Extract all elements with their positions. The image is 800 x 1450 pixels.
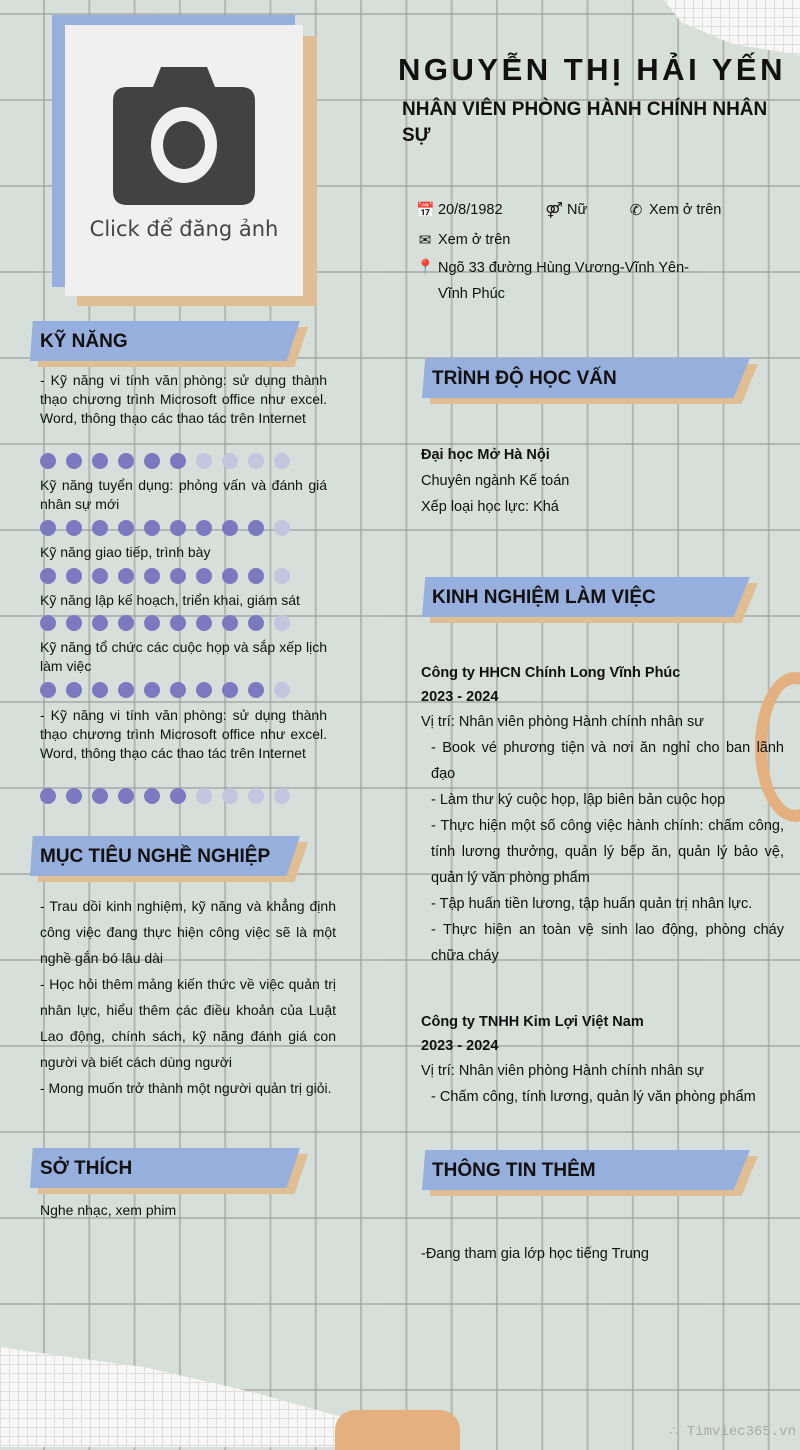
rating-dot-filled xyxy=(92,453,108,469)
rating-dot-filled xyxy=(118,788,134,804)
skill-label: Kỹ năng tổ chức các cuộc họp và sắp xếp lịch làm việc xyxy=(40,639,327,674)
objective-text xyxy=(40,893,336,1101)
rating-dot-empty xyxy=(274,788,290,804)
photo-upload[interactable] xyxy=(65,25,303,296)
section-header-objective: MỤC TIÊU NGHỀ NGHIỆP xyxy=(30,836,300,876)
rating-dot-empty xyxy=(248,453,264,469)
rating-dot-filled xyxy=(92,788,108,804)
rating-dot-empty xyxy=(222,788,238,804)
job-title: NHÂN VIÊN PHÒNG HÀNH CHÍNH NHÂN SỰ xyxy=(402,99,768,146)
skill-label: Kỹ năng giao tiếp, trình bày xyxy=(40,544,211,560)
rating-dot-filled xyxy=(222,682,238,698)
paper-corner-decoration xyxy=(630,0,800,55)
skill-label: - Kỹ năng vi tính văn phòng: sử dụng thành thạo chương trình Microsoft office như excel. Word, thông thạo các thao tác trên Internet xyxy=(40,707,327,761)
rating-dot-empty xyxy=(274,520,290,536)
map-pin-icon: 📍 xyxy=(416,259,435,276)
objective-line: - Mong muốn trở thành một người quản trị giỏi. xyxy=(40,1080,332,1096)
gender-icon: ⚤ xyxy=(545,202,563,219)
rating-dot-empty xyxy=(274,615,290,631)
rating-dot-filled xyxy=(40,788,56,804)
major: Chuyên ngành Kế toán xyxy=(421,473,570,489)
gender: ⚤ Nữ xyxy=(545,202,588,219)
skill-rating xyxy=(40,520,290,536)
rating-dot-filled xyxy=(222,615,238,631)
job-position: Vị trí: Nhân viên phòng Hành chính nhân sư xyxy=(421,714,704,730)
rating-dot-filled xyxy=(66,682,82,698)
rating-dot-filled xyxy=(118,520,134,536)
rating-dot-filled xyxy=(66,520,82,536)
rating-dot-filled xyxy=(222,568,238,584)
birthday: 📅 20/8/1982 xyxy=(416,202,503,219)
rating-dot-filled xyxy=(248,615,264,631)
skill-rating xyxy=(40,453,290,469)
section-header-education: TRÌNH ĐỘ HỌC VẤN xyxy=(422,358,750,398)
rating-dot-filled xyxy=(118,568,134,584)
rating-dot-empty xyxy=(248,788,264,804)
skill-label: Kỹ năng lập kế hoạch, triển khai, giám sát xyxy=(40,592,300,608)
rating-dot-filled xyxy=(66,788,82,804)
extra-info-text: -Đang tham gia lớp học tiếng Trung xyxy=(421,1246,649,1262)
rating-dot-filled xyxy=(170,682,186,698)
section-header-experience: KINH NGHIỆM LÀM VIỆC xyxy=(422,577,750,617)
rating-dot-filled xyxy=(118,682,134,698)
decorative-shape xyxy=(335,1410,460,1450)
rating-dot-filled xyxy=(196,520,212,536)
rating-dot-empty xyxy=(196,788,212,804)
watermark: ∴ Timviec365.vn xyxy=(669,1424,796,1440)
rating-dot-filled xyxy=(92,568,108,584)
rating-dot-filled xyxy=(92,520,108,536)
rating-dot-filled xyxy=(66,615,82,631)
email: ✉ Xem ở trên xyxy=(416,231,510,249)
rating-dot-empty xyxy=(222,453,238,469)
rating-dot-filled xyxy=(40,453,56,469)
education-details xyxy=(421,442,784,520)
rating-dot-filled xyxy=(118,615,134,631)
rating-dot-filled xyxy=(144,520,160,536)
job-task: - Tập huấn tiền lương, tập huấn quản trị nhân lực. xyxy=(431,896,753,912)
rating-dot-empty xyxy=(274,568,290,584)
section-header-skills: KỸ NĂNG xyxy=(30,321,300,361)
job-position: Vị trí: Nhân viên phòng Hành chính nhân sự xyxy=(421,1063,704,1079)
skill-rating xyxy=(40,788,290,804)
skill-rating xyxy=(40,615,290,631)
phone: ✆ Xem ở trên xyxy=(627,201,721,219)
objective-line: - Học hỏi thêm mảng kiến thức về việc quản trị nhân lực, hiểu thêm các điều khoản của Luật Lao động, chính sách, kỹ năng đánh giá con người và biết cách dùng người xyxy=(40,976,336,1070)
hobbies-text: Nghe nhạc, xem phim xyxy=(40,1202,177,1218)
rating-dot-filled xyxy=(144,453,160,469)
skill-label: Kỹ năng tuyển dụng: phỏng vấn và đánh giá nhân sự mới xyxy=(40,477,327,512)
rating-dot-filled xyxy=(40,682,56,698)
rating-dot-filled xyxy=(196,568,212,584)
rating-dot-empty xyxy=(274,682,290,698)
rating-dot-empty xyxy=(196,453,212,469)
calendar-icon: 📅 xyxy=(416,202,435,219)
rating-dot-filled xyxy=(248,568,264,584)
address: 📍 Ngõ 33 đường Hùng Vương-Vĩnh Yên-Vĩnh Phúc xyxy=(416,255,706,307)
rating-dot-filled xyxy=(40,615,56,631)
rating-dot-filled xyxy=(170,568,186,584)
rating-dot-filled xyxy=(170,453,186,469)
phone-icon: ✆ xyxy=(629,202,643,219)
objective-line: - Trau dồi kinh nghiệm, kỹ năng và khẳng định công việc đang thực hiện công việc sẽ là một nghề gắn bó lâu dài xyxy=(40,898,336,966)
rating-dot-filled xyxy=(144,568,160,584)
job-entry xyxy=(421,1010,784,1110)
upload-photo-label: Click để đăng ảnh xyxy=(89,217,279,241)
rating-dot-filled xyxy=(144,788,160,804)
rating-dot-empty xyxy=(274,453,290,469)
skill-label: - Kỹ năng vi tính văn phòng: sử dụng thành thạo chương trình Microsoft office như excel. Word, thông thạo các thao tác trên Internet xyxy=(40,372,327,426)
rating-dot-filled xyxy=(170,520,186,536)
school-name: Đại học Mở Hà Nội xyxy=(421,447,550,463)
rating-dot-filled xyxy=(40,568,56,584)
paper-corner-decoration xyxy=(0,1347,360,1447)
rating-dot-filled xyxy=(248,520,264,536)
job-task: - Book vé phương tiện và nơi ăn nghỉ cho ban lãnh đạo xyxy=(431,740,784,782)
rating-dot-filled xyxy=(196,682,212,698)
job-period: 2023 - 2024 xyxy=(421,689,499,705)
grade: Xếp loại học lực: Khá xyxy=(421,499,559,515)
rating-dot-filled xyxy=(144,682,160,698)
skill-rating xyxy=(40,682,290,698)
job-entry xyxy=(421,661,784,969)
rating-dot-filled xyxy=(170,615,186,631)
section-header-hobbies: SỞ THÍCH xyxy=(30,1148,300,1188)
rating-dot-filled xyxy=(248,682,264,698)
job-task: - Thực hiện an toàn vệ sinh lao động, phòng cháy chữa cháy xyxy=(431,922,784,964)
camera-icon xyxy=(113,65,255,205)
job-task: - Chấm công, tính lương, quản lý văn phòng phẩm xyxy=(431,1089,756,1105)
rating-dot-filled xyxy=(118,453,134,469)
rating-dot-filled xyxy=(92,615,108,631)
company-name: Công ty HHCN Chính Long Vĩnh Phúc xyxy=(421,665,681,681)
rating-dot-filled xyxy=(92,682,108,698)
rating-dot-filled xyxy=(66,453,82,469)
envelope-icon: ✉ xyxy=(418,232,432,249)
rating-dot-filled xyxy=(40,520,56,536)
candidate-name: NGUYỄN THỊ HẢI YẾN xyxy=(398,52,786,87)
job-task: - Làm thư ký cuộc họp, lập biên bản cuộc họp xyxy=(431,792,726,808)
company-name: Công ty TNHH Kim Lợi Việt Nam xyxy=(421,1014,644,1030)
rating-dot-filled xyxy=(144,615,160,631)
rating-dot-filled xyxy=(170,788,186,804)
rating-dot-filled xyxy=(66,568,82,584)
job-task: - Thực hiện một số công việc hành chính: chấm công, tính lương thưởng, quản lý bếp ăn, quản lý bảo vệ, quản lý văn phòng phẩm xyxy=(431,818,784,886)
rating-dot-filled xyxy=(196,615,212,631)
job-period: 2023 - 2024 xyxy=(421,1038,499,1054)
rating-dot-filled xyxy=(222,520,238,536)
section-header-extra: THÔNG TIN THÊM xyxy=(422,1150,750,1190)
skill-rating xyxy=(40,568,290,584)
